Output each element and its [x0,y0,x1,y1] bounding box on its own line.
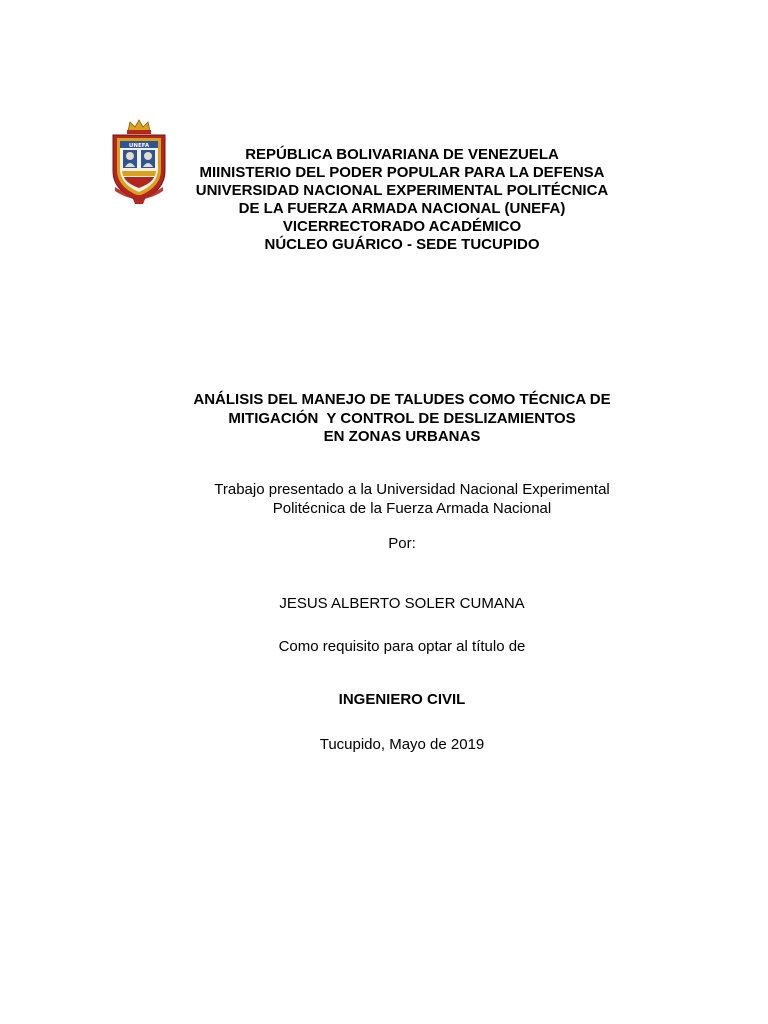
degree-title: INGENIERO CIVIL [338,691,466,708]
por-label: Por: [388,535,416,552]
header-line-armed-forces: DE LA FUERZA ARMADA NACIONAL (UNEFA) [238,200,566,217]
presented-line-1: Trabajo presentado a la Universidad Nacional Experimental [214,481,610,498]
place-date: Tucupido, Mayo de 2019 [319,736,485,753]
header-line-ministry: MIINISTERIO DEL PODER POPULAR PARA LA DEFENSA [199,164,605,181]
requisite-text: Como requisito para optar al título de [278,638,526,655]
title-line-1: ANÁLISIS DEL MANEJO DE TALUDES COMO TÉCNICA DE [193,391,611,408]
institution-header [120,146,684,254]
header-line-university: UNIVERSIDAD NACIONAL EXPERIMENTAL POLITÉCNICA [195,182,609,199]
title-line-2: MITIGACIÓN Y CONTROL DE DESLIZAMIENTOS [228,409,576,427]
presentation-statement [130,480,694,518]
thesis-title [120,391,684,447]
author-name: JESUS ALBERTO SOLER CUMANA [279,595,525,612]
presented-line-2: Politécnica de la Fuerza Armada Nacional [272,500,552,517]
header-line-country: REPÚBLICA BOLIVARIANA DE VENEZUELA [245,146,559,163]
header-line-vice-rectorate: VICERRECTORADO ACADÉMICO [282,218,522,235]
logo-text: UNEFA [128,142,150,149]
header-line-campus: NÚCLEO GUÁRICO - SEDE TUCUPIDO [264,236,540,253]
title-line-3: EN ZONAS URBANAS [323,428,481,445]
